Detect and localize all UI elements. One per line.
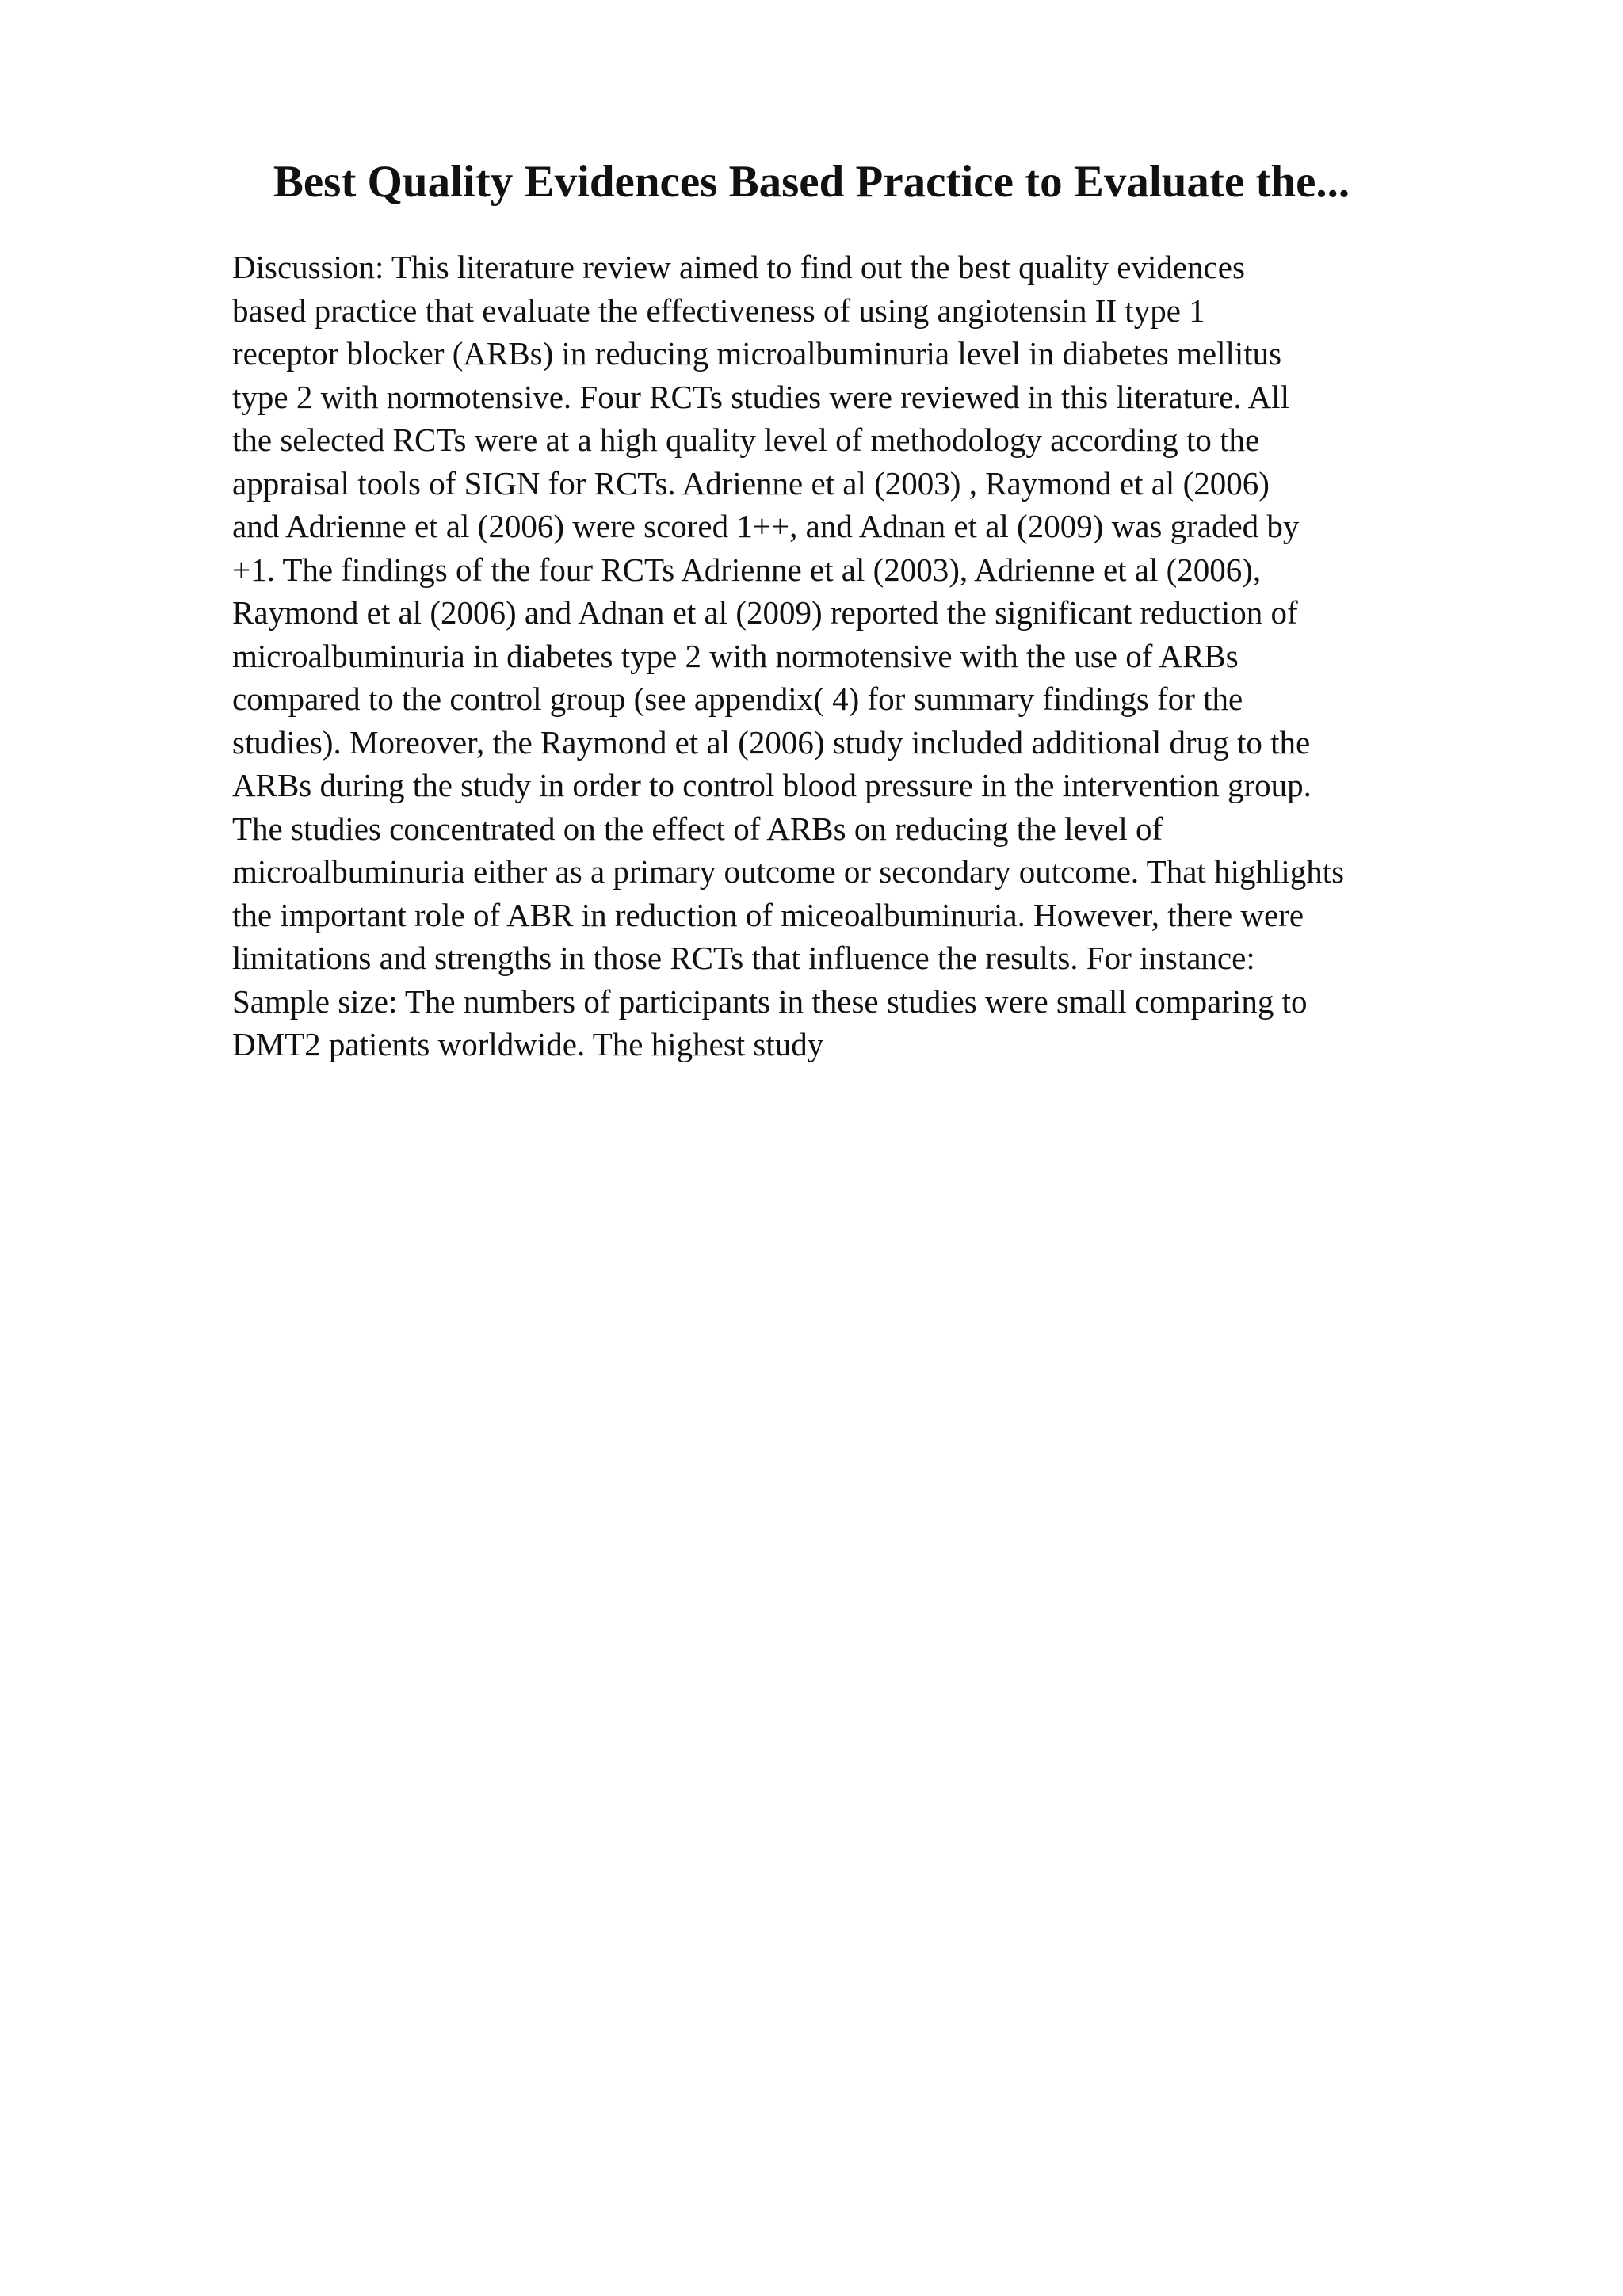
body-line: Discussion: This literature review aimed to find out the best quality evidences bbox=[232, 249, 1245, 285]
body-line: appraisal tools of SIGN for RCTs. Adrienne et al (2003) , Raymond et al (2006) bbox=[232, 464, 1270, 502]
body-line: compared to the control group (see appendix( 4) for summary findings for the bbox=[232, 681, 1243, 717]
body-line: type 2 with normotensive. Four RCTs studies were reviewed in this literature. All bbox=[232, 378, 1289, 415]
body-line: microalbuminuria in diabetes type 2 with normotensive with the use of ARBs bbox=[232, 637, 1239, 674]
body-line: based practice that evaluate the effectiveness of using angiotensin II type 1 bbox=[232, 292, 1205, 329]
document-title: Best Quality Evidences Based Practice to Evaluate the... bbox=[273, 157, 1350, 207]
body-line: studies). Moreover, the Raymond et al (2006) study included additional drug to the bbox=[232, 723, 1311, 761]
body-line: Raymond et al (2006) and Adnan et al (2009) reported the significant reduction of bbox=[232, 594, 1298, 631]
body-line: the important role of ABR in reduction of miceoalbuminuria. However, there were bbox=[232, 896, 1304, 933]
body-line: +1. The findings of the four RCTs Adrienne et al (2003), Adrienne et al (2006), bbox=[232, 551, 1262, 588]
document-body bbox=[232, 246, 1595, 1066]
body-line: Sample size: The numbers of participants in these studies were small comparing to bbox=[232, 982, 1308, 1020]
body-line: ARBs during the study in order to control blood pressure in the intervention group. bbox=[232, 767, 1312, 803]
body-line: receptor blocker (ARBs) in reducing microalbuminuria level in diabetes mellitus bbox=[232, 335, 1282, 372]
body-line: and Adrienne et al (2006) were scored 1++, and Adnan et al (2009) was graded by bbox=[232, 508, 1300, 544]
body-line: microalbuminuria either as a primary outcome or secondary outcome. That highlights bbox=[232, 853, 1345, 890]
body-line: The studies concentrated on the effect of ARBs on reducing the level of bbox=[232, 810, 1163, 847]
body-line: DMT2 patients worldwide. The highest study bbox=[232, 1026, 824, 1062]
body-line: the selected RCTs were at a high quality level of methodology according to the bbox=[232, 421, 1260, 458]
body-line: limitations and strengths in those RCTs that influence the results. For instance: bbox=[232, 940, 1255, 976]
